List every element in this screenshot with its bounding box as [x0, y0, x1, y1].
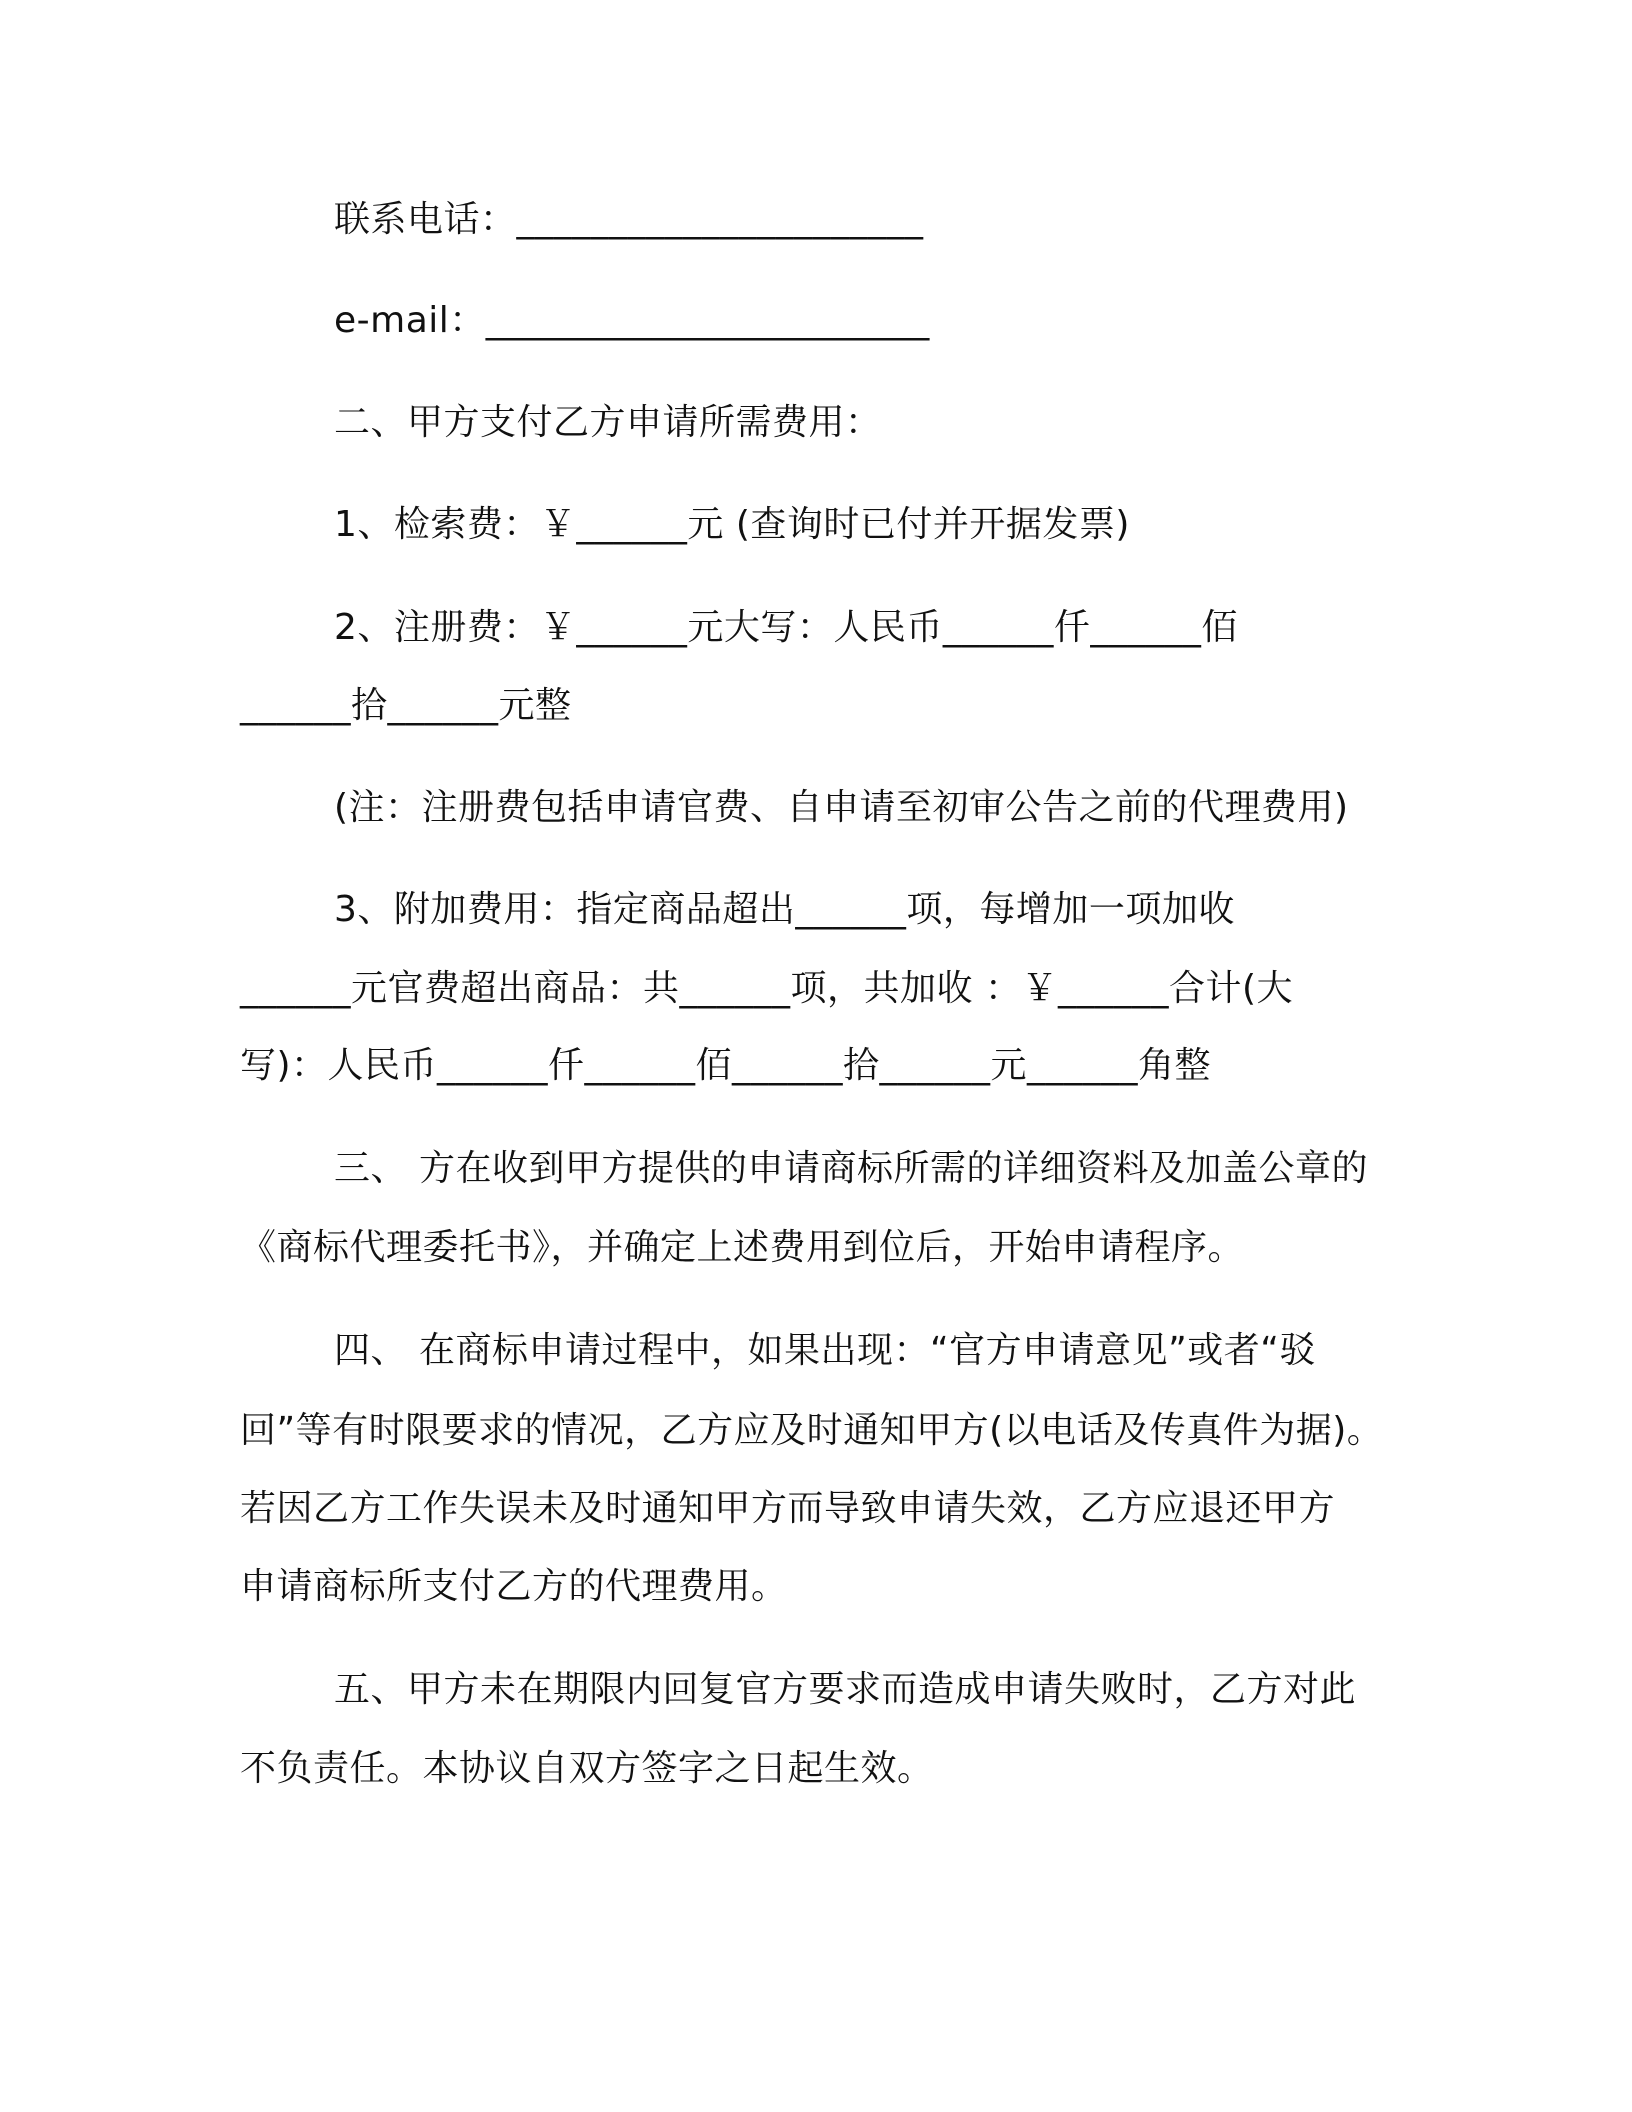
section2-item3-line2: ______元官费超出商品：共______项，共加收 ：￥______合计(大: [240, 968, 1293, 1009]
section3-line1: 三、 方在收到甲方提供的申请商标所需的详细资料及加盖公章的: [334, 1148, 1368, 1189]
contact-email-line: e-mail：________________________: [334, 300, 930, 341]
section4-line4: 申请商标所支付乙方的代理费用。: [240, 1566, 788, 1607]
section2-item2-line1: 2、注册费：￥______元大写：人民币______仟______佰: [334, 607, 1238, 648]
section4-line3: 若因乙方工作失误未及时通知甲方而导致申请失效，乙方应退还甲方: [240, 1488, 1336, 1529]
section5-line2: 不负责任。本协议自双方签字之日起生效。: [240, 1748, 934, 1789]
section4-line1: 四、 在商标申请过程中，如果出现：“官方申请意见”或者“驳: [334, 1330, 1316, 1371]
section2-note: (注：注册费包括申请官费、自申请至初审公告之前的代理费用): [334, 787, 1349, 828]
section4-line2: 回”等有时限要求的情况，乙方应及时通知甲方(以电话及传真件为据)。: [240, 1410, 1384, 1451]
section2-item1: 1、检索费：￥______元 (查询时已付并开据发票): [334, 504, 1130, 545]
section3-line2: 《商标代理委托书》，并确定上述费用到位后，开始申请程序。: [240, 1227, 1245, 1268]
contact-phone-line: 联系电话：______________________: [334, 199, 924, 240]
section2-item3-line1: 3、附加费用：指定商品超出______项，每增加一项加收: [334, 889, 1235, 930]
section2-item3-line3: 写)：人民币______仟______佰______拾______元______角整: [240, 1045, 1212, 1086]
section5-line1: 五、甲方未在期限内回复官方要求而造成申请失败时，乙方对此: [334, 1669, 1357, 1710]
section2-heading: 二、甲方支付乙方申请所需费用：: [334, 402, 882, 443]
section2-item2-line2: ______拾______元整: [240, 685, 572, 726]
